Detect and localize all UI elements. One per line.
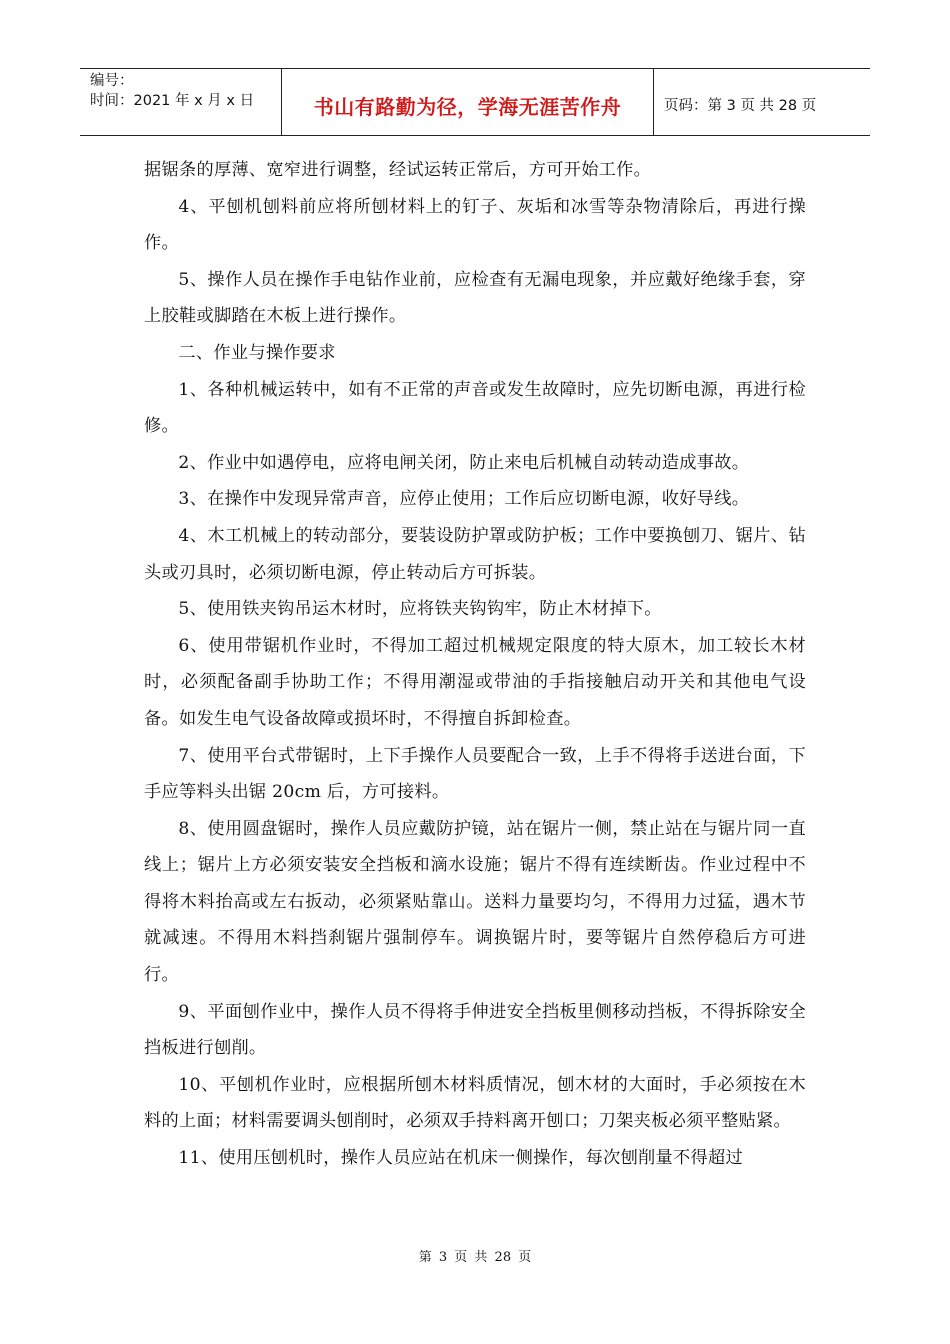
paragraph: 10、平刨机作业时，应根据所刨木材料质情况，刨木材的大面时，手必须按在木料的上面；材料需要调头刨削时，必须双手持料离开刨口；刀架夹板必须平整贴紧。 (144, 1074, 806, 1132)
page-header (80, 68, 870, 136)
header-motto: 书山有路勤为径，学海无涯苦作舟 (313, 94, 622, 119)
document-date: 时间：2021 年 x 月 x 日 (90, 93, 255, 109)
paragraph: 6、使用带锯机作业时，不得加工超过机械规定限度的特大原木，加工较长木材时，必须配备副手协助工作；不得用潮湿或带油的手指接触启动开关和其他电气设备。如发生电气设备故障或损坏时，不得擅自拆卸检查。 (144, 635, 806, 729)
header-page-info: 页码：第 3 页 共 28 页 (664, 97, 817, 114)
paragraph: 5、操作人员在操作手电钻作业前，应检查有无漏电现象，并应戴好绝缘手套，穿上胶鞋或脚踏在木板上进行操作。 (144, 269, 806, 327)
paragraph: 5、使用铁夹钩吊运木材时，应将铁夹钩钩牢，防止木材掉下。 (178, 599, 662, 620)
header-motto-cell (282, 69, 654, 135)
paragraph: 4、木工机械上的转动部分，要装设防护罩或防护板；工作中要换刨刀、锯片、钻头或刃具时，必须切断电源，停止转动后方可拆装。 (144, 525, 806, 583)
section-heading: 二、作业与操作要求 (178, 342, 336, 363)
paragraph: 2、作业中如遇停电，应将电闸关闭，防止来电后机械自动转动造成事故。 (178, 452, 750, 473)
paragraph: 7、使用平台式带锯时，上下手操作人员要配合一致，上手不得将手送进台面，下手应等料头出锯 20cm 后，方可接料。 (144, 745, 806, 803)
page-footer: 第 3 页 共 28 页 (418, 1250, 532, 1265)
header-meta (80, 69, 282, 135)
paragraph: 4、平刨机刨料前应将所刨材料上的钉子、灰垢和冰雪等杂物清除后，再进行操作。 (144, 196, 806, 254)
paragraph: 3、在操作中发现异常声音，应停止使用；工作后应切断电源，收好导线。 (178, 489, 750, 510)
paragraph: 11、使用压刨机时，操作人员应站在机床一侧操作，每次刨削量不得超过 (178, 1148, 743, 1169)
paragraph: 9、平面刨作业中，操作人员不得将手伸进安全挡板里侧移动挡板，不得拆除安全挡板进行刨削。 (144, 1001, 806, 1059)
paragraph: 据锯条的厚薄、宽窄进行调整，经试运转正常后，方可开始工作。 (144, 160, 652, 180)
paragraph: 8、使用圆盘锯时，操作人员应戴防护镜，站在锯片一侧，禁止站在与锯片同一直线上；锯片上方必须安装安全挡板和滴水设施；锯片不得有连续断齿。作业过程中不得将木料抬高或左右扳动，必须紧贴靠山。送料力量要均匀，不得用力过猛，遇木节就减速。不得用木料挡刹锯片强制停车。调换锯片时，要等锯片自然停稳后方可进行。 (144, 818, 806, 986)
document-body (144, 152, 806, 1177)
paragraph: 1、各种机械运转中，如有不正常的声音或发生故障时，应先切断电源，再进行检修。 (144, 379, 806, 437)
header-page-info-cell (654, 69, 870, 135)
document-number: 编号： (90, 73, 134, 89)
